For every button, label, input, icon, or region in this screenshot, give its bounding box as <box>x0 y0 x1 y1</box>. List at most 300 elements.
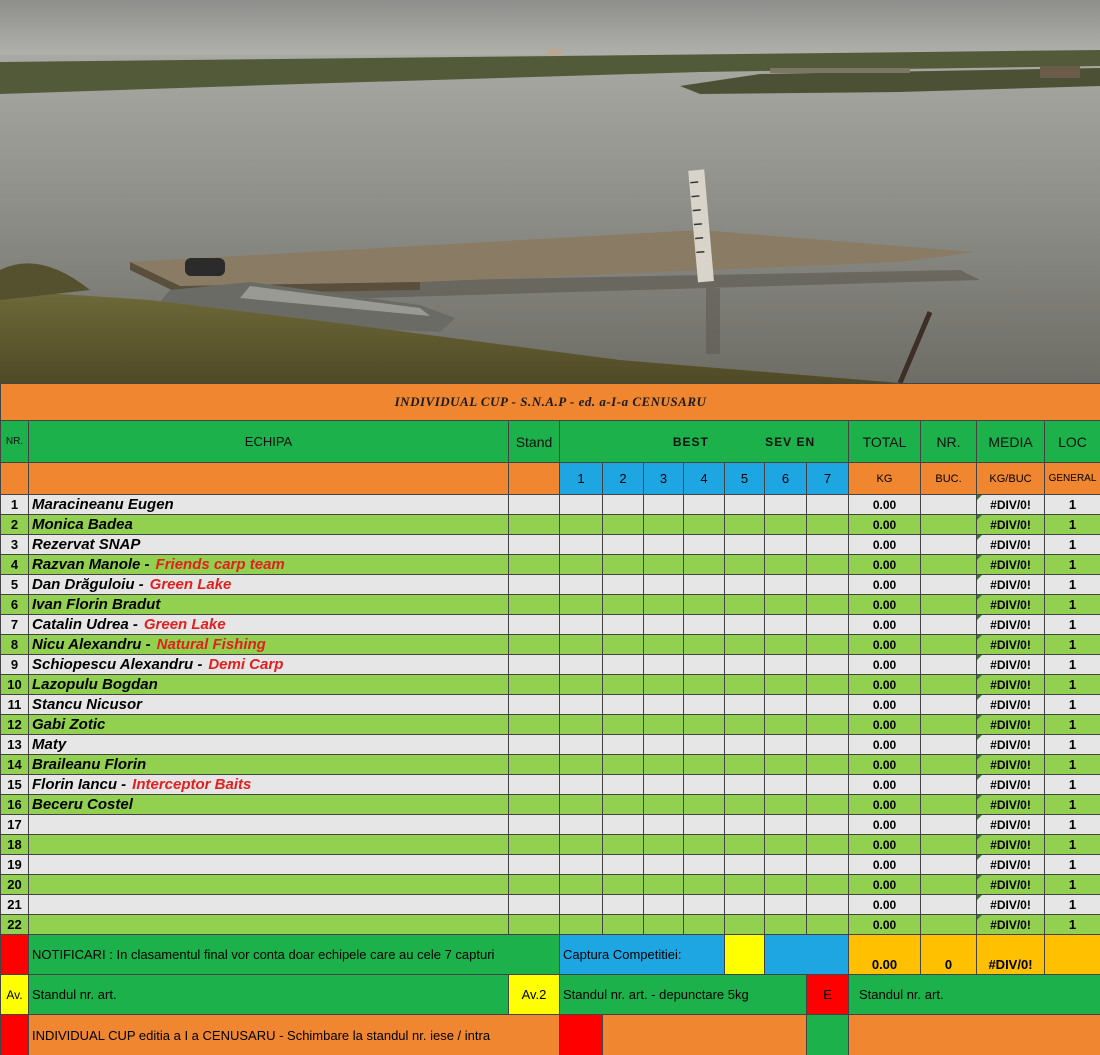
header-nr-count: NR. <box>921 421 977 463</box>
row-catch-2[interactable] <box>603 775 644 795</box>
row-nr-buc[interactable] <box>921 515 977 535</box>
row-media: #DIV/0! <box>977 655 1045 675</box>
row-catch-3[interactable] <box>644 875 684 895</box>
row-catch-7[interactable] <box>807 635 849 655</box>
row-catch-1[interactable] <box>560 655 603 675</box>
row-loc: 1 <box>1045 875 1100 895</box>
row-media: #DIV/0! <box>977 875 1045 895</box>
captura-total-kg: 0.00 <box>849 935 921 975</box>
row-echipa[interactable] <box>29 515 509 535</box>
row-catch-2[interactable] <box>603 675 644 695</box>
row-catch-4[interactable] <box>684 875 725 895</box>
row-catch-1[interactable] <box>560 815 603 835</box>
row-echipa[interactable] <box>29 855 509 875</box>
row-catch-5[interactable] <box>725 675 765 695</box>
row-nr-buc[interactable] <box>921 715 977 735</box>
row-media: #DIV/0! <box>977 495 1045 515</box>
row-catch-5[interactable] <box>725 835 765 855</box>
row-stand[interactable] <box>509 815 560 835</box>
row-nr-buc[interactable] <box>921 735 977 755</box>
row-catch-3[interactable] <box>644 575 684 595</box>
row-total-kg: 0.00 <box>849 675 921 695</box>
row-total-kg: 0.00 <box>849 835 921 855</box>
row-echipa[interactable] <box>29 875 509 895</box>
row-catch-7[interactable] <box>807 535 849 555</box>
row-stand[interactable] <box>509 855 560 875</box>
row-stand[interactable] <box>509 575 560 595</box>
row-catch-3[interactable] <box>644 555 684 575</box>
header-media: MEDIA <box>977 421 1045 463</box>
row-catch-4[interactable] <box>684 775 725 795</box>
row-catch-6[interactable] <box>765 595 807 615</box>
row-catch-3[interactable] <box>644 655 684 675</box>
row-stand[interactable] <box>509 795 560 815</box>
row-catch-7[interactable] <box>807 495 849 515</box>
row-echipa[interactable] <box>29 675 509 695</box>
schimbare-orange-cell[interactable] <box>603 1015 807 1055</box>
row-catch-3[interactable] <box>644 855 684 875</box>
row-total-kg: 0.00 <box>849 895 921 915</box>
row-catch-3[interactable] <box>644 515 684 535</box>
row-catch-2[interactable] <box>603 755 644 775</box>
row-echipa[interactable] <box>29 595 509 615</box>
row-echipa[interactable] <box>29 615 509 635</box>
row-catch-7[interactable] <box>807 735 849 755</box>
row-catch-1[interactable] <box>560 715 603 735</box>
row-stand[interactable] <box>509 895 560 915</box>
row-catch-5[interactable] <box>725 535 765 555</box>
row-catch-6[interactable] <box>765 635 807 655</box>
row-echipa[interactable] <box>29 795 509 815</box>
table-row <box>1 675 1100 695</box>
catch-col-6: 6 <box>765 463 807 495</box>
row-catch-2[interactable] <box>603 535 644 555</box>
row-catch-5[interactable] <box>725 615 765 635</box>
competitor-name: Rezervat SNAP <box>32 536 141 553</box>
table-row <box>1 635 1100 655</box>
row-catch-4[interactable] <box>684 655 725 675</box>
row-catch-1[interactable] <box>560 515 603 535</box>
row-stand[interactable] <box>509 515 560 535</box>
table-row <box>1 835 1100 855</box>
row-catch-4[interactable] <box>684 635 725 655</box>
row-nr: 22 <box>1 915 29 935</box>
club-name: Natural Fishing <box>156 636 266 653</box>
row-loc: 1 <box>1045 515 1100 535</box>
row-media: #DIV/0! <box>977 735 1045 755</box>
catch-col-3: 3 <box>644 463 684 495</box>
row-echipa[interactable] <box>29 635 509 655</box>
row-catch-3[interactable] <box>644 775 684 795</box>
row-catch-4[interactable] <box>684 535 725 555</box>
row-catch-6[interactable] <box>765 675 807 695</box>
row-catch-5[interactable] <box>725 795 765 815</box>
row-catch-2[interactable] <box>603 735 644 755</box>
row-nr-buc[interactable] <box>921 875 977 895</box>
row-nr-buc[interactable] <box>921 635 977 655</box>
row-echipa[interactable] <box>29 915 509 935</box>
captura-blue-cell[interactable] <box>765 935 849 975</box>
row-catch-4[interactable] <box>684 835 725 855</box>
av-label: Av. <box>1 975 29 1015</box>
row-catch-3[interactable] <box>644 615 684 635</box>
row-catch-3[interactable] <box>644 815 684 835</box>
row-catch-7[interactable] <box>807 815 849 835</box>
row-catch-1[interactable] <box>560 775 603 795</box>
row-catch-6[interactable] <box>765 515 807 535</box>
row-catch-4[interactable] <box>684 915 725 935</box>
row-catch-7[interactable] <box>807 675 849 695</box>
row-catch-4[interactable] <box>684 715 725 735</box>
row-catch-2[interactable] <box>603 695 644 715</box>
row-catch-1[interactable] <box>560 915 603 935</box>
row-echipa[interactable] <box>29 575 509 595</box>
row-catch-7[interactable] <box>807 555 849 575</box>
row-catch-2[interactable] <box>603 895 644 915</box>
row-nr-buc[interactable] <box>921 675 977 695</box>
row-catch-4[interactable] <box>684 895 725 915</box>
row-catch-1[interactable] <box>560 615 603 635</box>
row-total-kg: 0.00 <box>849 735 921 755</box>
row-stand[interactable] <box>509 755 560 775</box>
row-catch-5[interactable] <box>725 695 765 715</box>
row-loc: 1 <box>1045 835 1100 855</box>
row-catch-3[interactable] <box>644 635 684 655</box>
row-catch-2[interactable] <box>603 875 644 895</box>
row-catch-1[interactable] <box>560 495 603 515</box>
row-nr-buc[interactable] <box>921 535 977 555</box>
row-catch-1[interactable] <box>560 675 603 695</box>
schimbare-green-cell <box>807 1015 849 1055</box>
standul-av[interactable]: Standul nr. art. <box>29 975 509 1015</box>
row-catch-5[interactable] <box>725 715 765 735</box>
row-catch-7[interactable] <box>807 835 849 855</box>
row-nr-buc[interactable] <box>921 815 977 835</box>
row-catch-6[interactable] <box>765 875 807 895</box>
row-catch-5[interactable] <box>725 555 765 575</box>
row-catch-1[interactable] <box>560 795 603 815</box>
row-nr-buc[interactable] <box>921 555 977 575</box>
row-catch-3[interactable] <box>644 755 684 775</box>
row-catch-2[interactable] <box>603 555 644 575</box>
row-echipa[interactable] <box>29 655 509 675</box>
row-total-kg: 0.00 <box>849 755 921 775</box>
row-catch-7[interactable] <box>807 695 849 715</box>
row-loc: 1 <box>1045 775 1100 795</box>
row-catch-4[interactable] <box>684 515 725 535</box>
row-catch-1[interactable] <box>560 735 603 755</box>
row-catch-4[interactable] <box>684 495 725 515</box>
row-catch-7[interactable] <box>807 775 849 795</box>
row-catch-3[interactable] <box>644 895 684 915</box>
row-nr-buc[interactable] <box>921 615 977 635</box>
row-echipa[interactable] <box>29 715 509 735</box>
row-stand[interactable] <box>509 655 560 675</box>
row-catch-6[interactable] <box>765 835 807 855</box>
row-catch-4[interactable] <box>684 675 725 695</box>
row-catch-5[interactable] <box>725 495 765 515</box>
row-catch-6[interactable] <box>765 735 807 755</box>
row-nr-buc[interactable] <box>921 795 977 815</box>
row-media: #DIV/0! <box>977 615 1045 635</box>
row-stand[interactable] <box>509 715 560 735</box>
captura-total-buc: 0 <box>921 935 977 975</box>
row-catch-6[interactable] <box>765 655 807 675</box>
row-nr: 16 <box>1 795 29 815</box>
header-echipa: ECHIPA <box>29 421 509 463</box>
row-nr-buc[interactable] <box>921 775 977 795</box>
row-nr: 14 <box>1 755 29 775</box>
row-catch-7[interactable] <box>807 875 849 895</box>
row-nr: 6 <box>1 595 29 615</box>
row-catch-2[interactable] <box>603 635 644 655</box>
row-catch-6[interactable] <box>765 555 807 575</box>
row-catch-1[interactable] <box>560 635 603 655</box>
standul-e[interactable]: Standul nr. art. <box>849 975 1100 1015</box>
row-catch-6[interactable] <box>765 915 807 935</box>
row-catch-2[interactable] <box>603 855 644 875</box>
row-stand[interactable] <box>509 675 560 695</box>
row-catch-3[interactable] <box>644 495 684 515</box>
row-catch-7[interactable] <box>807 915 849 935</box>
row-loc: 1 <box>1045 695 1100 715</box>
row-catch-2[interactable] <box>603 795 644 815</box>
row-catch-4[interactable] <box>684 595 725 615</box>
row-catch-4[interactable] <box>684 695 725 715</box>
row-catch-3[interactable] <box>644 535 684 555</box>
row-catch-6[interactable] <box>765 715 807 735</box>
row-catch-2[interactable] <box>603 655 644 675</box>
standul-av2[interactable]: Standul nr. art. - depunctare 5kg <box>560 975 807 1015</box>
table-row <box>1 755 1100 775</box>
row-catch-6[interactable] <box>765 795 807 815</box>
row-catch-2[interactable] <box>603 615 644 635</box>
row-catch-6[interactable] <box>765 855 807 875</box>
row-catch-7[interactable] <box>807 795 849 815</box>
row-catch-5[interactable] <box>725 855 765 875</box>
row-nr-buc[interactable] <box>921 755 977 775</box>
row-stand[interactable] <box>509 775 560 795</box>
competitor-name: Stancu Nicusor <box>32 696 143 713</box>
row-total-kg: 0.00 <box>849 595 921 615</box>
row-nr-buc[interactable] <box>921 895 977 915</box>
row-stand[interactable] <box>509 535 560 555</box>
row-nr-buc[interactable] <box>921 915 977 935</box>
row-catch-4[interactable] <box>684 615 725 635</box>
row-catch-3[interactable] <box>644 735 684 755</box>
row-catch-5[interactable] <box>725 515 765 535</box>
row-catch-5[interactable] <box>725 595 765 615</box>
schimbare-marker <box>1 1015 29 1055</box>
row-stand[interactable] <box>509 635 560 655</box>
row-catch-7[interactable] <box>807 655 849 675</box>
row-catch-7[interactable] <box>807 715 849 735</box>
row-nr-buc[interactable] <box>921 655 977 675</box>
row-loc: 1 <box>1045 855 1100 875</box>
row-catch-1[interactable] <box>560 895 603 915</box>
row-catch-5[interactable] <box>725 635 765 655</box>
row-catch-1[interactable] <box>560 835 603 855</box>
row-catch-6[interactable] <box>765 815 807 835</box>
row-echipa[interactable] <box>29 835 509 855</box>
row-catch-6[interactable] <box>765 575 807 595</box>
row-catch-3[interactable] <box>644 795 684 815</box>
row-catch-3[interactable] <box>644 675 684 695</box>
row-catch-4[interactable] <box>684 555 725 575</box>
notice-text[interactable]: NOTIFICARI : In clasamentul final vor conta doar echipele care au cele 7 capturi <box>29 935 560 975</box>
row-catch-6[interactable] <box>765 775 807 795</box>
subheader-buc: BUC. <box>921 463 977 495</box>
row-echipa[interactable] <box>29 495 509 515</box>
subheader-blank <box>29 463 509 495</box>
row-echipa[interactable] <box>29 535 509 555</box>
row-stand[interactable] <box>509 735 560 755</box>
row-echipa[interactable] <box>29 755 509 775</box>
row-catch-7[interactable] <box>807 615 849 635</box>
row-catch-5[interactable] <box>725 775 765 795</box>
row-nr-buc[interactable] <box>921 695 977 715</box>
captura-total-loc <box>1045 935 1100 975</box>
row-catch-7[interactable] <box>807 755 849 775</box>
row-catch-6[interactable] <box>765 895 807 915</box>
row-catch-1[interactable] <box>560 875 603 895</box>
row-media: #DIV/0! <box>977 635 1045 655</box>
row-catch-6[interactable] <box>765 495 807 515</box>
row-nr-buc[interactable] <box>921 595 977 615</box>
row-echipa[interactable] <box>29 895 509 915</box>
row-catch-5[interactable] <box>725 895 765 915</box>
row-catch-7[interactable] <box>807 575 849 595</box>
competitor-name: Maracineanu Eugen <box>32 496 174 513</box>
table-row <box>1 895 1100 915</box>
row-catch-5[interactable] <box>725 915 765 935</box>
row-catch-2[interactable] <box>603 595 644 615</box>
row-catch-5[interactable] <box>725 875 765 895</box>
row-catch-4[interactable] <box>684 575 725 595</box>
row-total-kg: 0.00 <box>849 575 921 595</box>
row-echipa[interactable] <box>29 735 509 755</box>
header-best-seven <box>560 421 849 463</box>
row-catch-5[interactable] <box>725 575 765 595</box>
competitor-name: Gabi Zotic <box>32 716 106 733</box>
e-label: E <box>807 975 849 1015</box>
row-nr-buc[interactable] <box>921 495 977 515</box>
row-catch-2[interactable] <box>603 815 644 835</box>
table-row <box>1 915 1100 935</box>
row-catch-4[interactable] <box>684 855 725 875</box>
table-row <box>1 515 1100 535</box>
club-name: Demi Carp <box>208 656 284 673</box>
row-nr: 7 <box>1 615 29 635</box>
row-catch-2[interactable] <box>603 575 644 595</box>
row-catch-2[interactable] <box>603 915 644 935</box>
row-catch-7[interactable] <box>807 515 849 535</box>
row-catch-1[interactable] <box>560 535 603 555</box>
row-nr: 1 <box>1 495 29 515</box>
row-catch-3[interactable] <box>644 915 684 935</box>
captura-label[interactable]: Captura Competitiei: <box>560 935 725 975</box>
row-catch-6[interactable] <box>765 535 807 555</box>
club-name: Green Lake <box>149 576 232 593</box>
row-catch-1[interactable] <box>560 595 603 615</box>
row-echipa[interactable] <box>29 555 509 575</box>
row-echipa[interactable] <box>29 775 509 795</box>
row-nr: 20 <box>1 875 29 895</box>
row-stand[interactable] <box>509 595 560 615</box>
row-catch-2[interactable] <box>603 835 644 855</box>
row-catch-5[interactable] <box>725 735 765 755</box>
row-catch-5[interactable] <box>725 755 765 775</box>
row-stand[interactable] <box>509 875 560 895</box>
competitor-name: Schiopescu Alexandru - <box>32 656 203 673</box>
competitor-name: Lazopulu Bogdan <box>32 676 158 693</box>
competitor-name: Razvan Manole - <box>32 556 150 573</box>
row-catch-3[interactable] <box>644 715 684 735</box>
competitor-name: Nicu Alexandru - <box>32 636 151 653</box>
row-catch-4[interactable] <box>684 735 725 755</box>
row-nr: 15 <box>1 775 29 795</box>
row-catch-7[interactable] <box>807 895 849 915</box>
schimbare-text[interactable]: INDIVIDUAL CUP editia a I a CENUSARU - Schimbare la standul nr. iese / intra <box>29 1015 560 1055</box>
row-catch-3[interactable] <box>644 695 684 715</box>
row-loc: 1 <box>1045 575 1100 595</box>
row-stand[interactable] <box>509 695 560 715</box>
table-row <box>1 615 1100 635</box>
row-media: #DIV/0! <box>977 775 1045 795</box>
row-stand[interactable] <box>509 555 560 575</box>
row-catch-1[interactable] <box>560 855 603 875</box>
subheader-kgbuc: KG/BUC <box>977 463 1045 495</box>
row-catch-2[interactable] <box>603 495 644 515</box>
row-loc: 1 <box>1045 735 1100 755</box>
row-catch-4[interactable] <box>684 795 725 815</box>
row-catch-6[interactable] <box>765 615 807 635</box>
row-echipa[interactable] <box>29 815 509 835</box>
row-catch-6[interactable] <box>765 695 807 715</box>
row-stand[interactable] <box>509 835 560 855</box>
row-catch-5[interactable] <box>725 815 765 835</box>
lake-photo <box>0 0 1100 383</box>
row-total-kg: 0.00 <box>849 775 921 795</box>
captura-yellow-cell[interactable] <box>725 935 765 975</box>
row-catch-2[interactable] <box>603 515 644 535</box>
row-catch-4[interactable] <box>684 815 725 835</box>
row-nr-buc[interactable] <box>921 855 977 875</box>
row-catch-1[interactable] <box>560 695 603 715</box>
catch-col-2: 2 <box>603 463 644 495</box>
row-nr: 18 <box>1 835 29 855</box>
row-catch-1[interactable] <box>560 555 603 575</box>
row-stand[interactable] <box>509 915 560 935</box>
row-catch-3[interactable] <box>644 595 684 615</box>
row-nr-buc[interactable] <box>921 835 977 855</box>
row-nr-buc[interactable] <box>921 575 977 595</box>
row-stand[interactable] <box>509 615 560 635</box>
row-catch-7[interactable] <box>807 595 849 615</box>
row-catch-1[interactable] <box>560 755 603 775</box>
row-total-kg: 0.00 <box>849 555 921 575</box>
row-catch-6[interactable] <box>765 755 807 775</box>
row-echipa[interactable] <box>29 695 509 715</box>
row-catch-7[interactable] <box>807 855 849 875</box>
row-catch-4[interactable] <box>684 755 725 775</box>
row-stand[interactable] <box>509 495 560 515</box>
row-catch-3[interactable] <box>644 835 684 855</box>
row-catch-1[interactable] <box>560 575 603 595</box>
row-catch-5[interactable] <box>725 655 765 675</box>
row-catch-2[interactable] <box>603 715 644 735</box>
schimbare-orange-end[interactable] <box>849 1015 1100 1055</box>
